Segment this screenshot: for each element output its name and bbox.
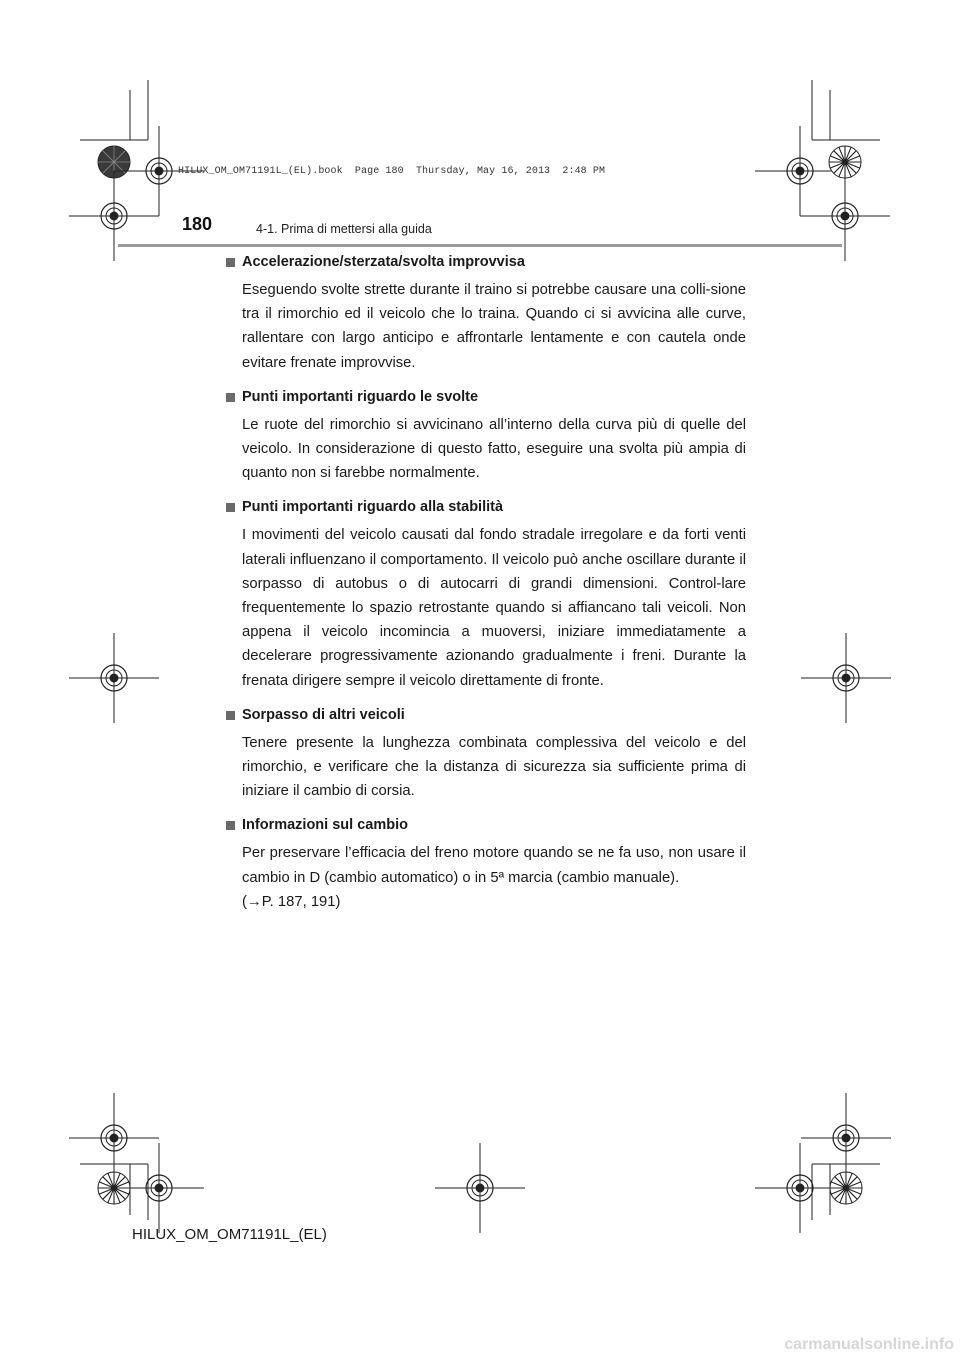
registration-target-icon [435, 1143, 525, 1233]
square-bullet-icon [226, 258, 235, 267]
square-bullet-icon [226, 503, 235, 512]
registration-target-icon [801, 1093, 891, 1183]
print-info-line: HILUX_OM_OM71191L_(EL).book Page 180 Thursday, May 16, 2013 2:48 PM [178, 166, 606, 177]
square-bullet-icon [226, 711, 235, 720]
square-bullet-icon [226, 821, 235, 830]
radial-star-mark-icon [830, 1172, 862, 1204]
list-item [226, 703, 746, 804]
watermark: carmanualsonline.info [784, 1336, 954, 1353]
page-number: 180 [182, 214, 213, 234]
page-reference: (→P. 187, 191) [242, 893, 341, 910]
item-body: Eseguendo svolte strette durante il traino si potrebbe causare una colli-sione tra il rimorchio ed il veicolo che lo traina. Quando ci si avvicina alle curve, rallentare con largo anticipo e affrontarle lentamente e con cautela onde evitare frenate improvvise. [242, 282, 746, 371]
list-item [226, 385, 746, 486]
item-heading: Accelerazione/sterzata/svolta improvvisa [242, 254, 525, 270]
header-rule [118, 244, 842, 247]
item-body: I movimenti del veicolo causati dal fondo stradale irregolare e da forti venti laterali influenzano il comportamento. Il veicolo può anche oscillare durante il sorpasso di autobus o di autocarri di grandi dimensioni. Control-lare frequentemente lo spazio retrostante quando si affiancano tali veicoli. Non appena il veicolo incomincia a muoversi, iniziare immediatamente a decelerare progressivamente azionando gradualmente i freni. Durante la frenata dirigere sempre il veicolo direttamente di fronte. [242, 527, 746, 689]
page-content [226, 250, 746, 924]
item-heading: Sorpasso di altri veicoli [242, 706, 405, 723]
list-item [226, 495, 746, 692]
footer-doc-code: HILUX_OM_OM71191L_(EL) [132, 1226, 327, 1243]
registration-target-icon [114, 1143, 204, 1233]
item-body: Per preservare l’efficacia del freno motore quando se ne fa uso, non usare il cambio in D (cambio automatico) o in 5ª marcia (cambio manuale). [242, 845, 746, 886]
list-item [226, 813, 746, 914]
item-heading: Punti importanti riguardo le svolte [242, 388, 479, 405]
section-title: 4-1. Prima di mettersi alla guida [256, 222, 432, 236]
registration-target-icon [69, 171, 159, 261]
registration-target-icon [69, 1093, 159, 1183]
item-body: Tenere presente la lunghezza combinata complessiva del veicolo e del rimorchio, e verificare che la distanza di sicurezza sia sufficiente prima di iniziare il cambio di corsia. [242, 734, 746, 800]
registration-target-icon [800, 171, 890, 261]
registration-target-icon [69, 633, 159, 723]
item-heading: Informazioni sul cambio [242, 817, 408, 834]
square-bullet-icon [226, 393, 235, 402]
registration-target-icon [801, 633, 891, 723]
item-heading: Punti importanti riguardo alla stabilità [242, 499, 504, 516]
list-item [226, 250, 746, 375]
item-body: Le ruote del rimorchio si avvicinano all’interno della curva più di quelle del veicolo. In considerazione di questo fatto, eseguire una svolta più ampia di quanto non si farebbe normalmente. [242, 416, 746, 482]
